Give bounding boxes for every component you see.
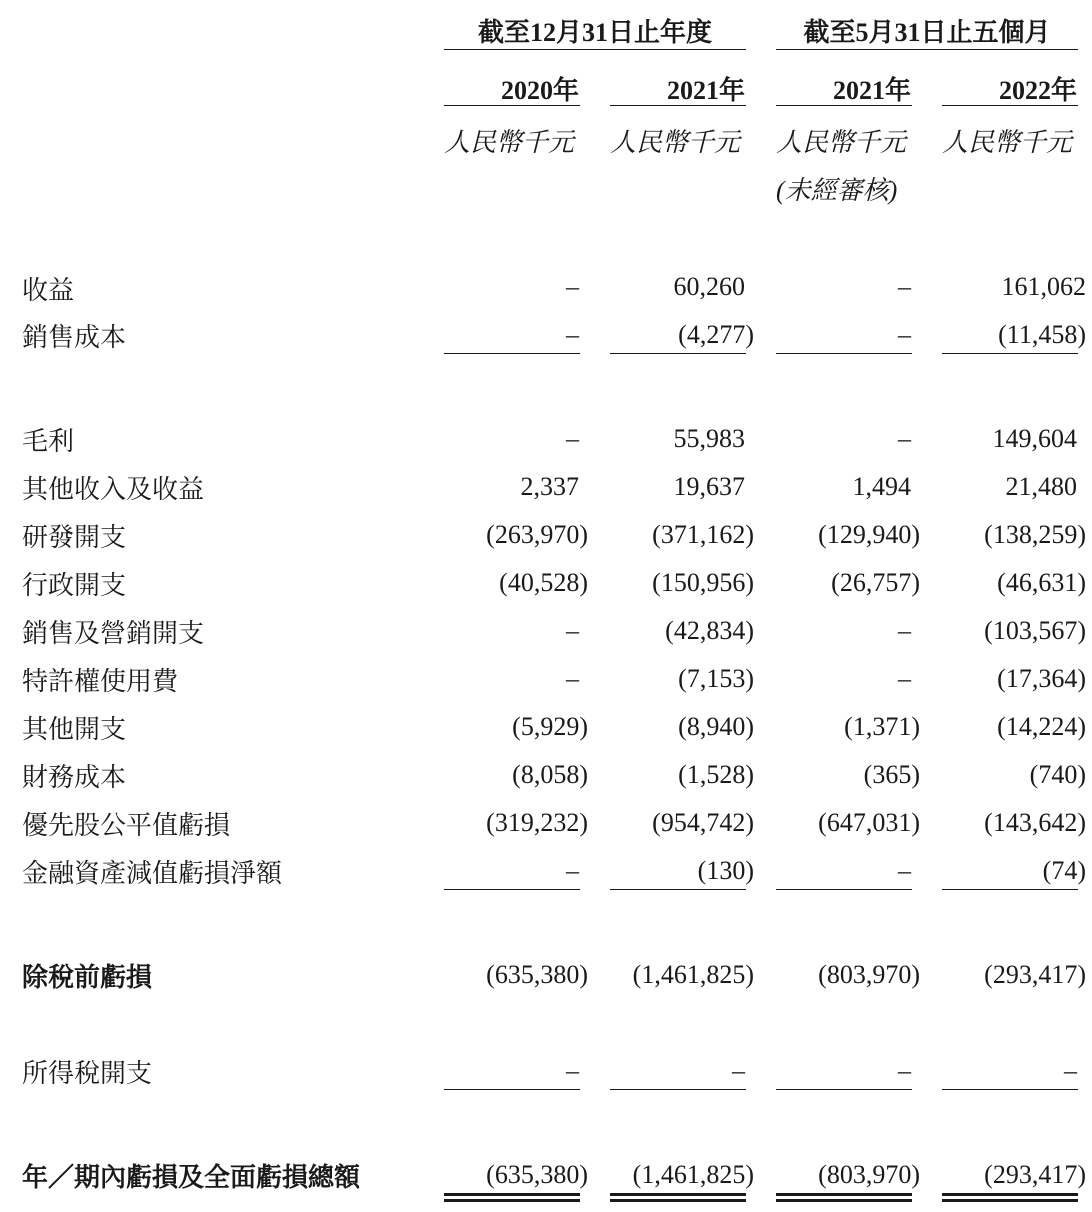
row-value: 19,637: [673, 472, 745, 501]
row-value: 149,604: [992, 424, 1077, 453]
subtotal-line: [776, 1089, 912, 1090]
year-underline-2: [610, 105, 746, 106]
row-value: –: [566, 272, 579, 301]
row-value: (74): [1042, 856, 1086, 885]
row-value: 55,983: [673, 424, 745, 453]
row-value: (1,461,825): [632, 1160, 754, 1189]
row-value: –: [898, 272, 911, 301]
subtotal-line: [942, 889, 1078, 890]
row-label: 優先股公平值虧損: [22, 811, 231, 840]
year-header-2021-period: 2021年: [832, 76, 911, 105]
year-header-2020: 2020年: [500, 76, 579, 105]
row-label: 毛利: [22, 427, 75, 456]
subtotal-line: [444, 1089, 580, 1090]
row-value: (635,380): [486, 1160, 588, 1189]
row-value: 2,337: [520, 472, 579, 501]
row-value: 161,062: [1001, 272, 1086, 301]
year-underline-1: [444, 105, 580, 106]
row-value: (40,528): [499, 568, 588, 597]
total-double-line: [610, 1193, 746, 1202]
row-value: (143,642): [984, 808, 1086, 837]
year-header-2021: 2021年: [666, 76, 745, 105]
row-value: (130): [697, 856, 754, 885]
row-value: (635,380): [486, 960, 588, 989]
row-value: (1,461,825): [632, 960, 754, 989]
row-value: –: [898, 664, 911, 693]
row-label: 研發開支: [22, 523, 127, 552]
subtotal-line: [444, 353, 580, 354]
row-value: –: [566, 1056, 579, 1085]
row-label: 其他開支: [22, 715, 127, 744]
year-underline-4: [942, 105, 1078, 106]
total-double-line: [776, 1193, 912, 1202]
row-value: (26,757): [831, 568, 920, 597]
row-label: 銷售及營銷開支: [22, 619, 205, 648]
row-value: –: [732, 1056, 745, 1085]
row-value: (138,259): [984, 520, 1086, 549]
group-title-year: 截至12月31日止年度: [477, 18, 712, 47]
subtotal-line: [610, 889, 746, 890]
row-value: (7,153): [678, 664, 754, 693]
row-label: 其他收入及收益: [22, 475, 205, 504]
row-value: (150,956): [652, 568, 754, 597]
unaudited-note: (未經審核): [776, 176, 898, 205]
row-value: (293,417): [984, 960, 1086, 989]
subtotal-line: [444, 889, 580, 890]
row-value: –: [566, 320, 579, 349]
row-value: 60,260: [673, 272, 745, 301]
row-label: 行政開支: [22, 571, 127, 600]
row-label: 年／期內虧損及全面虧損總額: [22, 1163, 361, 1192]
row-value: (17,364): [997, 664, 1086, 693]
subtotal-line: [942, 353, 1078, 354]
row-value: (803,970): [818, 1160, 920, 1189]
group-title-five-months: 截至5月31日止五個月: [803, 18, 1051, 47]
row-value: (4,277): [678, 320, 754, 349]
row-value: –: [898, 424, 911, 453]
subtotal-line: [776, 889, 912, 890]
row-label: 除稅前虧損: [22, 963, 153, 992]
row-value: (46,631): [997, 568, 1086, 597]
row-value: (263,970): [486, 520, 588, 549]
row-value: (954,742): [652, 808, 754, 837]
unit-label-1: 人民幣千元: [444, 128, 575, 157]
row-value: (365): [863, 760, 920, 789]
subtotal-line: [610, 353, 746, 354]
row-value: (5,929): [512, 712, 588, 741]
row-value: (803,970): [818, 960, 920, 989]
row-value: –: [1064, 1056, 1077, 1085]
unit-label-3: 人民幣千元: [776, 128, 907, 157]
row-value: (8,940): [678, 712, 754, 741]
row-label: 特許權使用費: [22, 667, 179, 696]
row-value: (1,371): [844, 712, 920, 741]
row-label: 財務成本: [22, 763, 127, 792]
row-value: (1,528): [678, 760, 754, 789]
row-value: (11,458): [998, 320, 1086, 349]
row-value: 1,494: [852, 472, 911, 501]
group-underline-year: [444, 49, 746, 50]
row-label: 銷售成本: [22, 323, 127, 352]
row-value: –: [566, 664, 579, 693]
row-value: (103,567): [984, 616, 1086, 645]
row-value: –: [566, 424, 579, 453]
row-value: –: [566, 616, 579, 645]
year-underline-3: [776, 105, 912, 106]
row-value: 21,480: [1005, 472, 1077, 501]
total-double-line: [444, 1193, 580, 1202]
row-label: 金融資產減值虧損淨額: [22, 859, 283, 888]
row-value: (740): [1029, 760, 1086, 789]
total-double-line: [942, 1193, 1078, 1202]
row-value: –: [898, 616, 911, 645]
row-value: –: [566, 856, 579, 885]
row-value: (42,834): [665, 616, 754, 645]
row-value: –: [898, 320, 911, 349]
row-value: (293,417): [984, 1160, 1086, 1189]
row-label: 所得稅開支: [22, 1059, 153, 1088]
row-value: –: [898, 1056, 911, 1085]
row-value: (8,058): [512, 760, 588, 789]
group-underline-five-months: [776, 49, 1078, 50]
subtotal-line: [776, 353, 912, 354]
row-value: (14,224): [997, 712, 1086, 741]
unit-label-2: 人民幣千元: [610, 128, 741, 157]
row-value: (319,232): [486, 808, 588, 837]
row-value: (647,031): [818, 808, 920, 837]
subtotal-line: [610, 1089, 746, 1090]
year-header-2022-period: 2022年: [998, 76, 1077, 105]
unit-label-4: 人民幣千元: [942, 128, 1073, 157]
row-value: –: [898, 856, 911, 885]
row-value: (129,940): [818, 520, 920, 549]
subtotal-line: [942, 1089, 1078, 1090]
row-label: 收益: [22, 276, 75, 305]
row-value: (371,162): [652, 520, 754, 549]
